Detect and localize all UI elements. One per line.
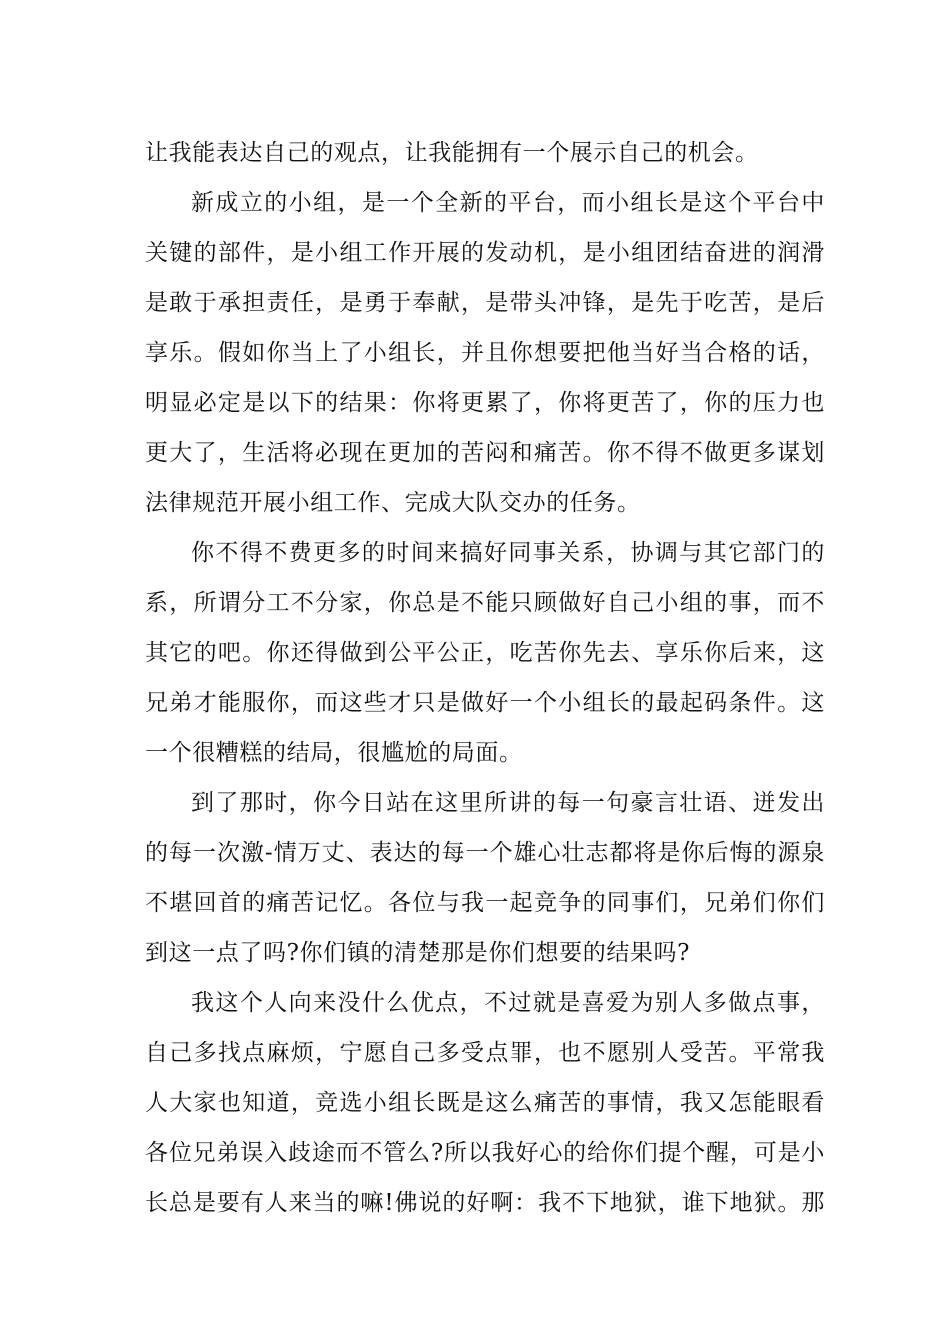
text-line: 让我能表达自己的观点，让我能拥有一个展示自己的机会。: [145, 140, 759, 166]
body-text: [145, 128, 825, 1228]
text-line: 各位兄弟误入歧途而不管么?所以我好心的给你们提个醒，可是小: [145, 1140, 825, 1166]
text-line: 是敢于承担责任，是勇于奉献，是带头冲锋，是先于吃苦，是后: [145, 290, 825, 316]
text-line: 人大家也知道，竞选小组长既是这么痛苦的事情，我又怎能眼看: [145, 1090, 825, 1116]
text-line: 关键的部件，是小组工作开展的发动机，是小组团结奋进的润滑: [145, 240, 825, 266]
text-line: 的每一次激-情万丈、表达的每一个雄心壮志都将是你后悔的源泉: [145, 840, 825, 866]
text-line: 到这一点了吗?你们镇的清楚那是你们想要的结果吗?: [145, 940, 691, 966]
text-line: 长总是要有人来当的嘛!佛说的好啊：我不下地狱，谁下地狱。那: [145, 1190, 825, 1216]
text-line: 享乐。假如你当上了小组长，并且你想要把他当好当合格的话，: [145, 340, 825, 366]
text-line: 更大了，生活将必现在更加的苦闷和痛苦。你不得不做更多谋划: [145, 440, 825, 466]
text-line: 不堪回首的痛苦记忆。各位与我一起竞争的同事们，兄弟们你们: [145, 890, 825, 916]
text-line: 一个很糟糕的结局，很尴尬的局面。: [145, 740, 523, 766]
text-line: 你不得不费更多的时间来搞好同事关系，协调与其它部门的: [191, 540, 825, 566]
text-line: 法律规范开展小组工作、完成大队交办的任务。: [145, 490, 641, 516]
text-line: 明显必定是以下的结果：你将更累了，你将更苦了，你的压力也: [145, 390, 825, 416]
text-line: 到了那时，你今日站在这里所讲的每一句豪言壮语、迸发出: [191, 790, 825, 816]
text-line: 我这个人向来没什么优点，不过就是喜爱为别人多做点事，: [191, 990, 825, 1016]
text-line: 其它的吧。你还得做到公平公正，吃苦你先去、享乐你后来，这: [145, 640, 825, 666]
text-line: 新成立的小组，是一个全新的平台，而小组长是这个平台中: [191, 190, 825, 216]
text-line: 兄弟才能服你，而这些才只是做好一个小组长的最起码条件。这: [145, 690, 825, 716]
text-line: 自己多找点麻烦，宁愿自己多受点罪，也不愿别人受苦。平常我: [145, 1040, 825, 1066]
text-line: 系，所谓分工不分家，你总是不能只顾做好自己小组的事，而不: [145, 590, 825, 616]
